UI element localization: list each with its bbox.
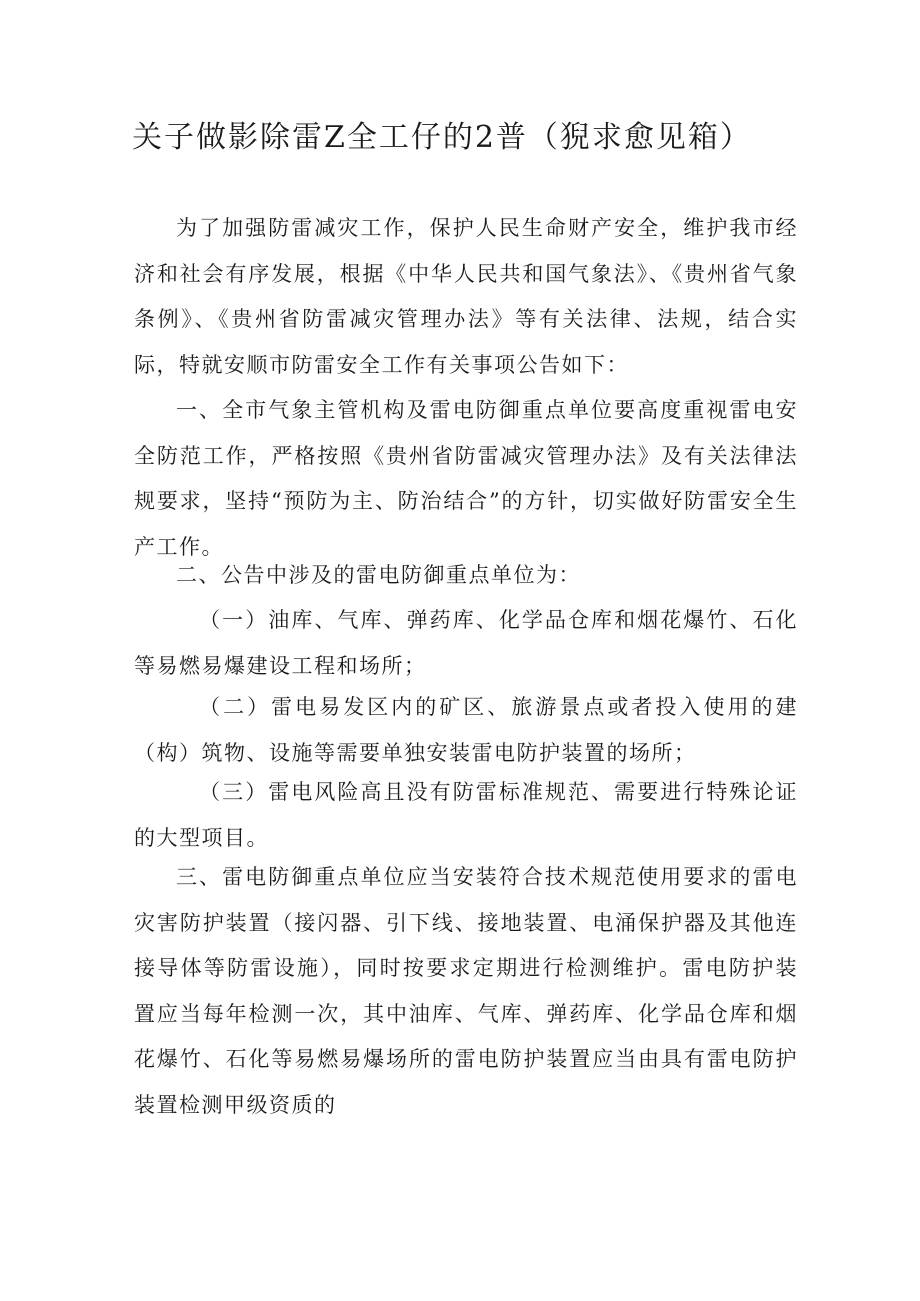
paragraph-section-2: 二、公告中涉及的雷电防御重点单位为： (176, 563, 581, 587)
paragraph-item-2: （二）雷电易发区内的矿区、旅游景点或者投入使用的建（构）筑物、设施等需要单独安装雷电防护装置的场所； (134, 695, 798, 765)
paragraph-intro: 为了加强防雷减灾工作，保护人民生命财产安全，维护我市经济和社会有序发展，根据《中华人民共和国气象法》、《贵州省气象条例》、《贵州省防雷减灾管理办法》等有关法律、法规，结合实际，特就安顺市防雷安全工作有关事项公告如下： (134, 216, 798, 377)
document-title: 关子做影除雷Z全工仔的2普（猊求愈见箱） (132, 120, 752, 155)
paragraph-item-1: （一）油库、气库、弹药库、化学品仓库和烟花爆竹、石化等易燃易爆建设工程和场所； (134, 608, 798, 678)
paragraph-section-3: 三、雷电防御重点单位应当安装符合技术规范使用要求的雷电灾害防护装置（接闪器、引下线、接地装置、电涌保护器及其他连接导体等防雷设施），同时按要求定期进行检测维护。雷电防护装置应当每年检测一次，其中油库、气库、弹药库、化学品仓库和烟花爆竹、石化等易燃易爆场所的雷电防护装置应当由具有雷电防护装置检测甲级资质的 (134, 865, 798, 1117)
paragraph-item-3: （三）雷电风险高且没有防雷标准规范、需要进行特殊论证的大型项目。 (134, 780, 798, 850)
paragraph-section-1: 一、全市气象主管机构及雷电防御重点单位要高度重视雷电安全防范工作，严格按照《贵州省防雷减灾管理办法》及有关法律法规要求，坚持“预防为主、防治结合”的方针，切实做好防雷安全生产工作。 (134, 398, 798, 559)
